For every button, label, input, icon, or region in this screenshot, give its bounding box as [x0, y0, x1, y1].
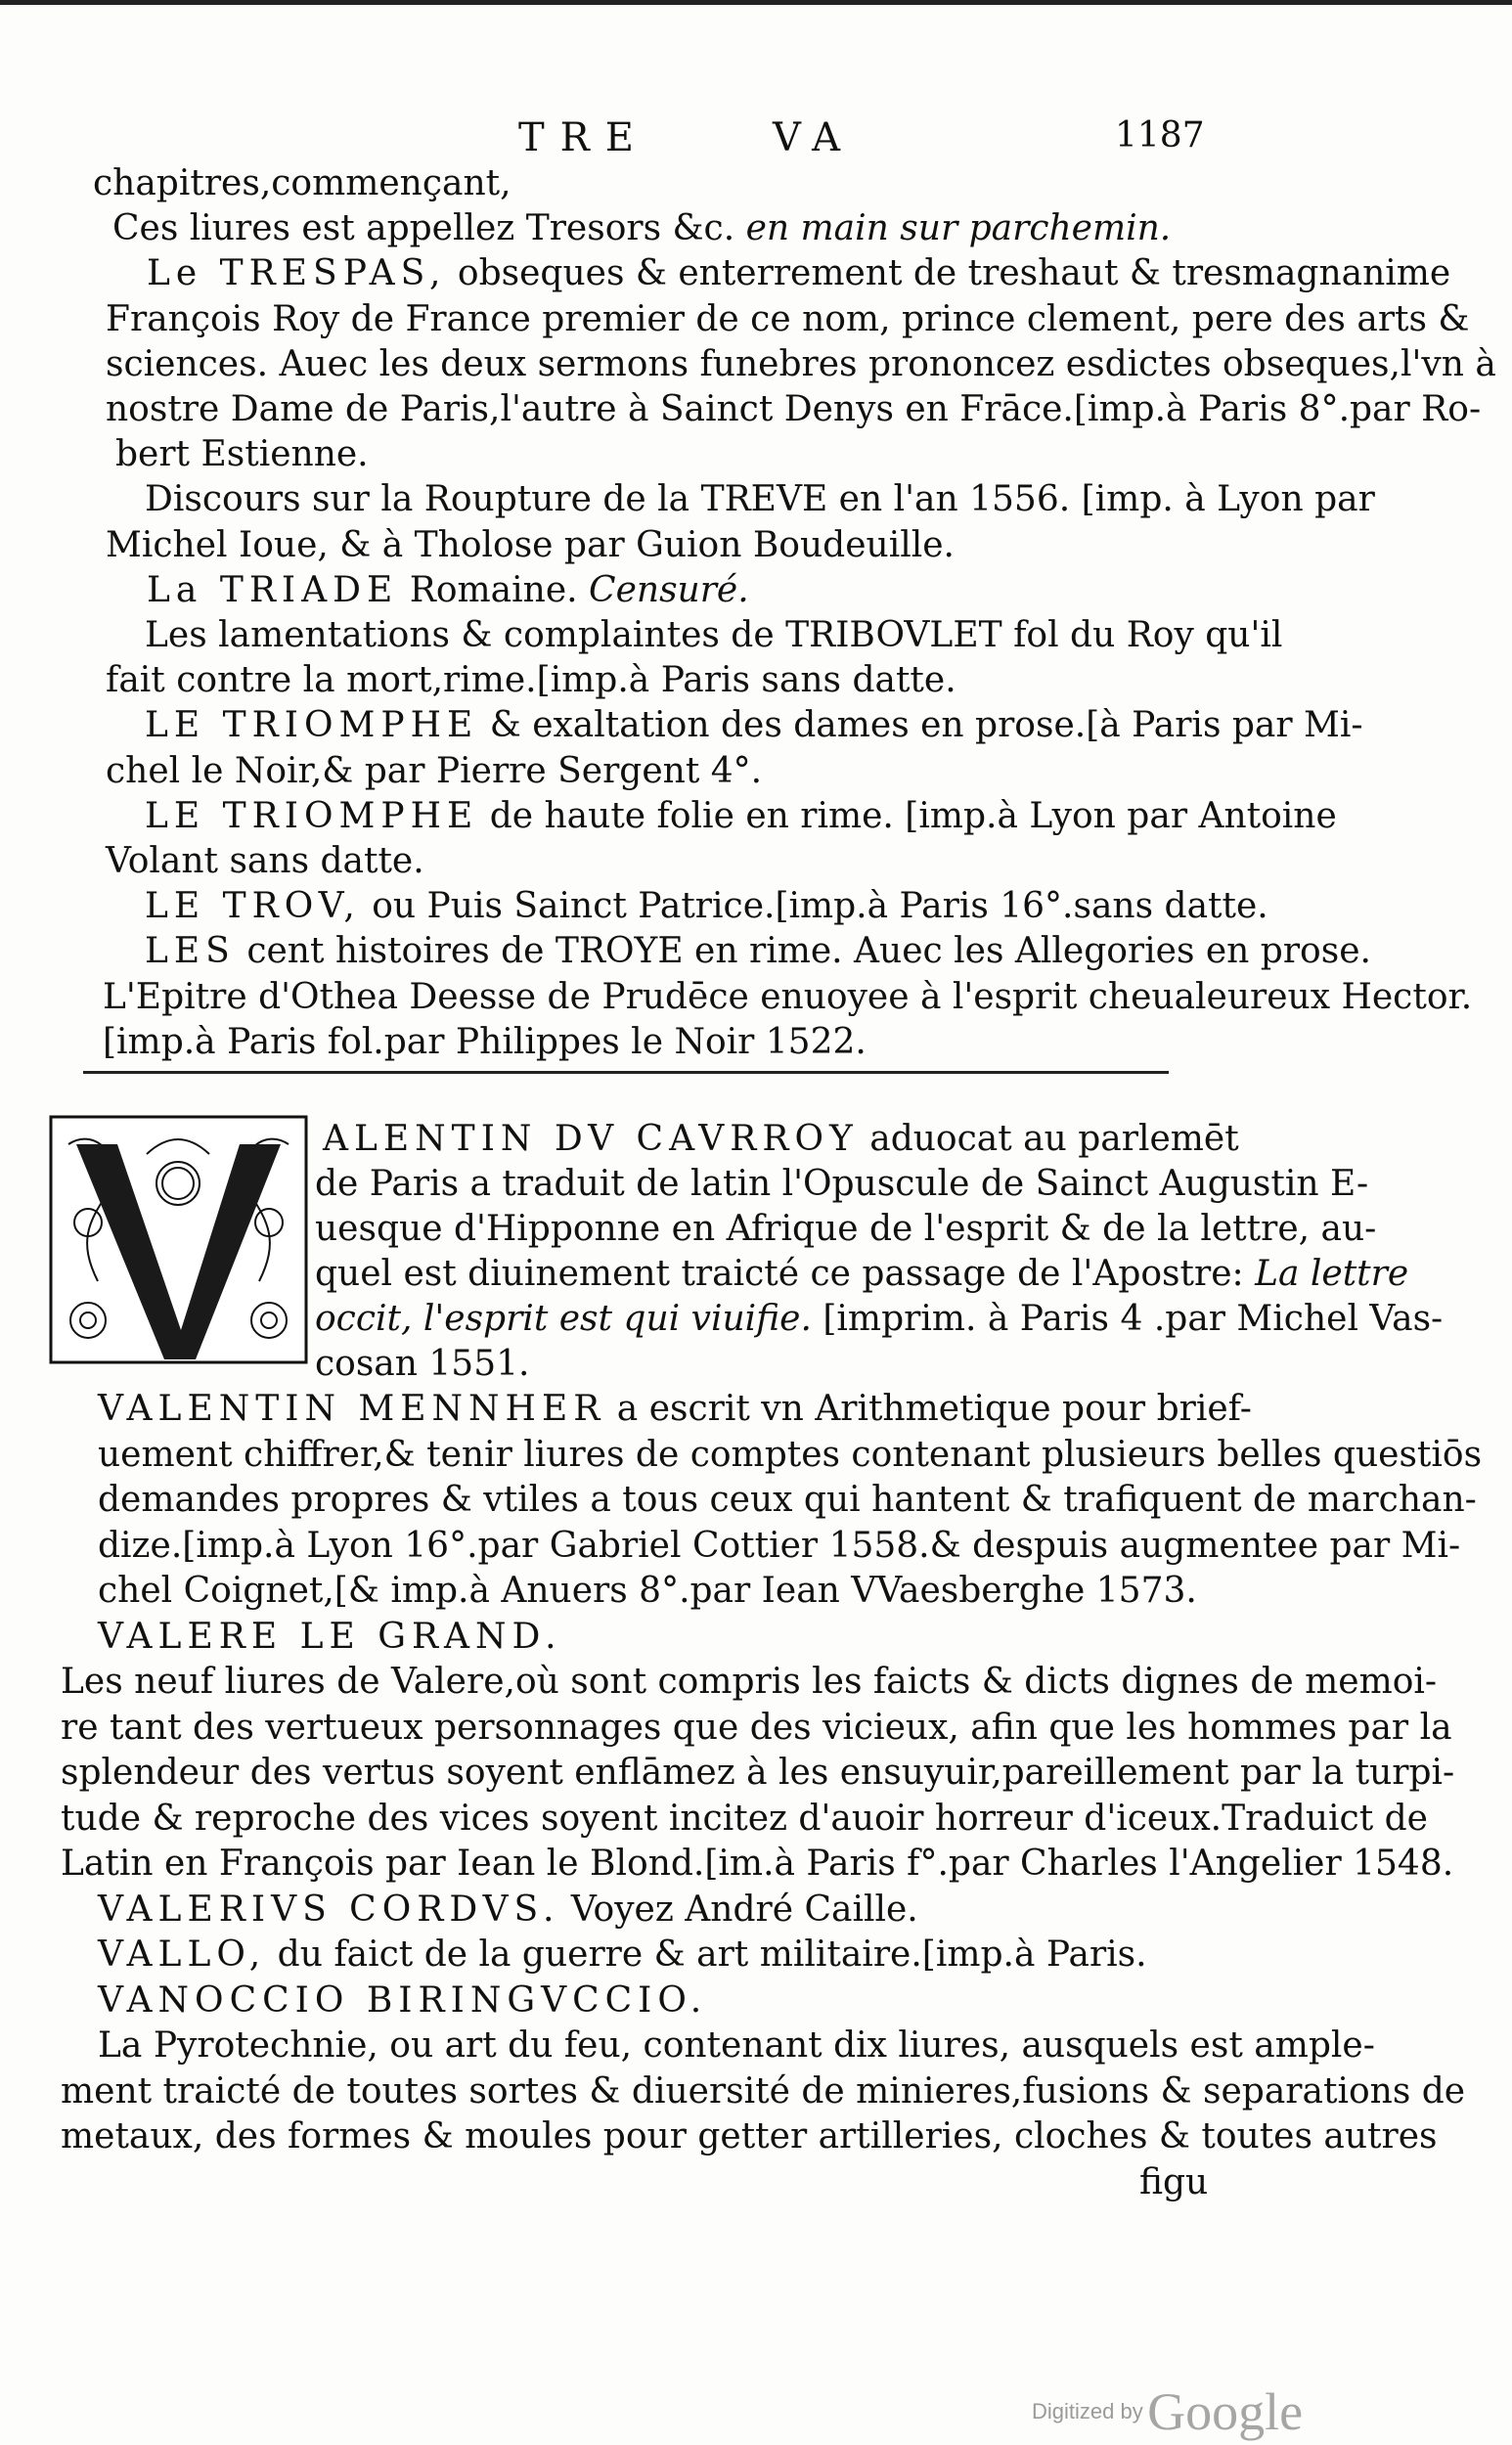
text-line	[115, 432, 369, 477]
body-text: aduocat au parlemēt	[869, 1119, 1239, 1159]
text-line	[315, 1162, 1368, 1207]
body-text: cent histoires de TROYE en rime. Auec les Allegories en prose.	[246, 931, 1371, 972]
text-line	[315, 1297, 1443, 1342]
body-text: & exaltation des dames en prose.[à Paris par Mi-	[489, 705, 1363, 746]
running-header	[0, 115, 1512, 164]
text-line	[98, 1569, 1197, 1614]
body-text: ment traicté de toutes sortes & diuersité de minieres,fusions & separations de	[61, 2070, 1466, 2112]
text-line	[61, 1706, 1452, 1751]
text-line	[98, 1615, 562, 1660]
body-text: obseques & enterrement de treshaut & tresmagnanime	[457, 253, 1451, 294]
body-text: La Pyrotechnie, ou art du feu, contenant dix liures, ausquels est ample-	[98, 2025, 1375, 2066]
section-divider	[83, 1071, 1169, 1074]
text-line	[1139, 2160, 1208, 2205]
body-text: Michel Ioue, & à Tholose par Guion Boudeuille.	[106, 524, 955, 565]
body-text: demandes propres & vtiles a tous ceux qui hantent & trafiquent de marchan-	[98, 1480, 1477, 1520]
text-line	[98, 2023, 1375, 2068]
body-text: figu	[1139, 2161, 1209, 2202]
body-text: splendeur des vertus soyent enflāmez à les ensuyuir,pareillement par la turpi-	[61, 1753, 1455, 1793]
text-line	[61, 2114, 1438, 2159]
body-text: chapitres,commençant,	[93, 163, 511, 203]
text-line	[98, 1478, 1477, 1523]
entry-heading: Le TRESPAS,	[147, 253, 447, 294]
body-text: quel est diuinement traicté ce passage de l'Apostre:	[315, 1254, 1244, 1294]
body-text: du faict de la guerre & art militaire.[imp.à Paris.	[277, 1934, 1147, 1975]
body-text: fait contre la mort,rime.[imp.à Paris sans datte.	[106, 660, 956, 701]
text-line	[106, 658, 956, 703]
top-border-artifact	[0, 0, 1512, 22]
google-logo: Google	[1147, 2382, 1304, 2441]
header-right: VA	[773, 115, 855, 160]
page-number: 1187	[1115, 115, 1205, 156]
text-line	[145, 477, 1375, 522]
google-watermark	[1032, 2381, 1303, 2442]
text-line	[106, 342, 1496, 387]
body-text: Voyez André Caille.	[570, 1889, 918, 1930]
body-text: nostre Dame de Paris,l'autre à Sainct Denys en Frāce.[imp.à Paris 8°.par Ro-	[106, 389, 1482, 429]
text-line	[315, 1252, 1408, 1297]
text-line	[145, 613, 1282, 658]
text-line	[147, 251, 1450, 296]
entry-heading: LE TRIOMPHE	[145, 705, 479, 746]
body-text: de haute folie en rime. [imp.à Lyon par Antoine	[489, 795, 1337, 836]
text-line	[112, 206, 1171, 251]
body-text: L'Epitre d'Othea Deesse de Prudēce enuoyee à l'esprit cheualeureux Hector.	[103, 976, 1473, 1017]
body-text: Latin en François par Iean le Blond.[im.à Paris f°.par Charles l'Angelier 1548.	[61, 1844, 1454, 1884]
text-line	[103, 975, 1472, 1020]
text-line	[61, 1797, 1428, 1842]
entry-heading: VALENTIN MENNHER	[98, 1389, 606, 1429]
decorated-initial-v	[49, 1115, 308, 1364]
body-text: ou Puis Sainct Patrice.[imp.à Paris 16°.sans datte.	[372, 886, 1268, 927]
body-text: Volant sans datte.	[106, 841, 424, 881]
entry-heading: LE TRIOMPHE	[145, 795, 479, 836]
text-line	[147, 568, 749, 613]
italic-text: La lettre	[1255, 1254, 1409, 1294]
text-line	[61, 1751, 1454, 1796]
text-line	[98, 1888, 918, 1933]
body-text: bert Estienne.	[115, 434, 369, 475]
ornament-icon	[49, 1115, 308, 1364]
italic-text: Censuré.	[589, 569, 749, 610]
body-text: re tant des vertueux personnages que des vicieux, afin que les hommes par la	[61, 1707, 1452, 1748]
text-line	[98, 1978, 707, 2023]
body-text: chel le Noir,& par Pierre Sergent 4°.	[106, 750, 763, 791]
text-line	[103, 1020, 867, 1065]
body-text: [imp.à Paris fol.par Philippes le Noir 1522.	[103, 1021, 867, 1062]
body-text: dize.[imp.à Lyon 16°.par Gabriel Cottier 1558.& despuis augmentee par Mi-	[98, 1525, 1461, 1566]
body-text: cosan 1551.	[315, 1344, 530, 1384]
body-text: a escrit vn Arithmetique pour brief-	[616, 1389, 1252, 1429]
body-text: metaux, des formes & moules pour getter artilleries, cloches & toutes autres	[61, 2116, 1438, 2156]
text-line	[98, 1933, 1147, 1978]
entry-heading: LES	[145, 931, 236, 972]
text-line	[93, 161, 511, 206]
entry-heading: VALLO,	[98, 1934, 267, 1975]
text-line	[315, 1207, 1376, 1252]
body-text: de Paris a traduit de latin l'Opuscule de Sainct Augustin E-	[315, 1164, 1369, 1204]
text-line	[61, 2069, 1465, 2114]
body-text: Les lamentations & complaintes de TRIBOVLET fol du Roy qu'il	[145, 615, 1283, 655]
entry-heading: VALERIVS CORDVS.	[98, 1889, 560, 1930]
text-line	[106, 749, 762, 794]
text-line	[61, 1842, 1453, 1887]
body-text: sciences. Auec les deux sermons funebres prononcez esdictes obseques,l'vn à	[106, 343, 1496, 384]
text-line	[315, 1342, 529, 1387]
body-text: [imprim. à Paris 4 .par Michel Vas-	[823, 1299, 1444, 1339]
text-line	[145, 929, 1371, 974]
text-line	[106, 839, 424, 884]
text-line	[145, 794, 1337, 839]
text-line	[106, 387, 1481, 432]
entry-heading: ALENTIN DV CAVRROY	[323, 1119, 859, 1159]
text-line	[98, 1433, 1482, 1478]
body-text: uement chiffrer,& tenir liures de comptes contenant plusieurs belles questiōs	[98, 1434, 1483, 1475]
italic-text: en main sur parchemin.	[745, 208, 1172, 249]
text-line	[98, 1524, 1460, 1569]
body-text: uesque d'Hipponne en Afrique de l'esprit & de la lettre, au-	[315, 1209, 1377, 1249]
body-text: Discours sur la Roupture de la TREVE en l'an 1556. [imp. à Lyon par	[145, 479, 1375, 520]
body-text: tude & reproche des vices soyent incitez d'auoir horreur d'iceux.Traduict de	[61, 1798, 1428, 1839]
text-line	[145, 884, 1268, 929]
entry-heading: LE TROV,	[145, 886, 361, 927]
body-text: chel Coignet,[& imp.à Anuers 8°.par Iean VVaesberghe 1573.	[98, 1571, 1197, 1611]
header-left: TRE	[518, 115, 649, 160]
entry-heading: VALERE LE GRAND.	[98, 1616, 562, 1657]
body-text: Ces liures est appellez Tresors &c.	[112, 208, 735, 249]
body-text: Romaine.	[409, 569, 578, 610]
text-line	[323, 1117, 1239, 1162]
text-line	[98, 1387, 1252, 1432]
text-line	[145, 703, 1363, 748]
entry-heading: VANOCCIO BIRINGVCCIO.	[98, 1979, 708, 2021]
italic-text: occit, l'esprit est qui viuifie.	[315, 1299, 812, 1339]
body-text: Les neuf liures de Valere,où sont compris les faicts & dicts dignes de memoi-	[61, 1662, 1438, 1702]
entry-heading: La TRIADE	[147, 569, 399, 610]
body-text: François Roy de France premier de ce nom, prince clement, pere des arts &	[106, 298, 1470, 339]
text-line	[106, 523, 955, 568]
text-line	[106, 297, 1469, 342]
watermark-prefix: Digitized by	[1032, 2399, 1143, 2423]
text-line	[61, 1660, 1437, 1705]
